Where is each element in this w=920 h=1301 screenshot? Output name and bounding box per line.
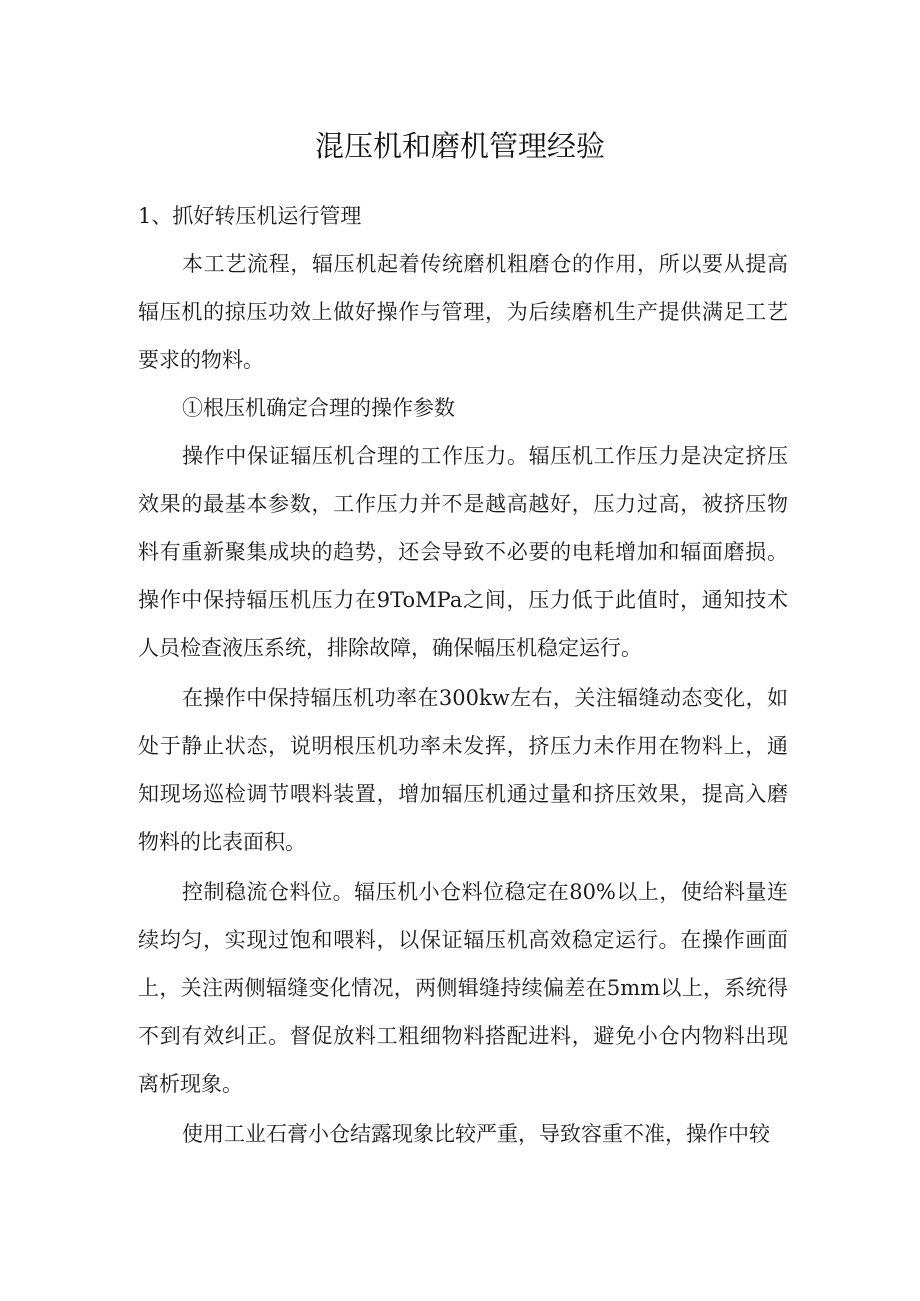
section-heading: 1、抓好转压机运行管理 bbox=[138, 204, 362, 228]
document-body bbox=[138, 192, 788, 1158]
paragraph-subheading-parameters: ①根压机确定合理的操作参数 bbox=[182, 396, 455, 420]
paragraph-working-pressure: 操作中保证辐压机合理的工作压力。辐压机工作压力是决定挤压效果的最基本参数，工作压力并不是越高越好，压力过高，被挤压物料有重新聚集成块的趋势，还会导致不必要的电耗增加和辐面磨损。操作中保持辐压机压力在9ToMPa之间，压力低于此值时，通知技术人员检查液压系统，排除故障，确保幅压机稳定运行。 bbox=[138, 444, 788, 660]
document-title: 混压机和磨机管理经验 bbox=[314, 129, 605, 163]
paragraph-bin-level: 控制稳流仓料位。辐压机小仓料位稳定在80%以上，使给料量连续均匀，实现过饱和喂料，以保证辐压机高效稳定运行。在操作画面上，关注两侧辐缝变化情况，两侧辑缝持续偏差在5mm以上，系统得不到有效纠正。督促放料工粗细物料搭配进料，避免小仓内物料出现离析现象。 bbox=[138, 880, 788, 1096]
paragraph-power: 在操作中保持辐压机功率在300kw左右，关注辐缝动态变化，如处于静止状态，说明根压机功率未发挥，挤压力未作用在物料上，通知现场巡检调节喂料装置，增加辐压机通过量和挤压效果，提高入磨物料的比表面积。 bbox=[138, 686, 788, 854]
paragraph-gypsum: 使用工业石膏小仓结露现象比较严重，导致容重不准，操作中较 bbox=[182, 1122, 770, 1146]
paragraph-process-role: 本工艺流程，辐压机起着传统磨机粗磨仓的作用，所以要从提高辐压机的掠压功效上做好操作与管理，为后续磨机生产提供满足工艺要求的物料。 bbox=[138, 252, 788, 372]
